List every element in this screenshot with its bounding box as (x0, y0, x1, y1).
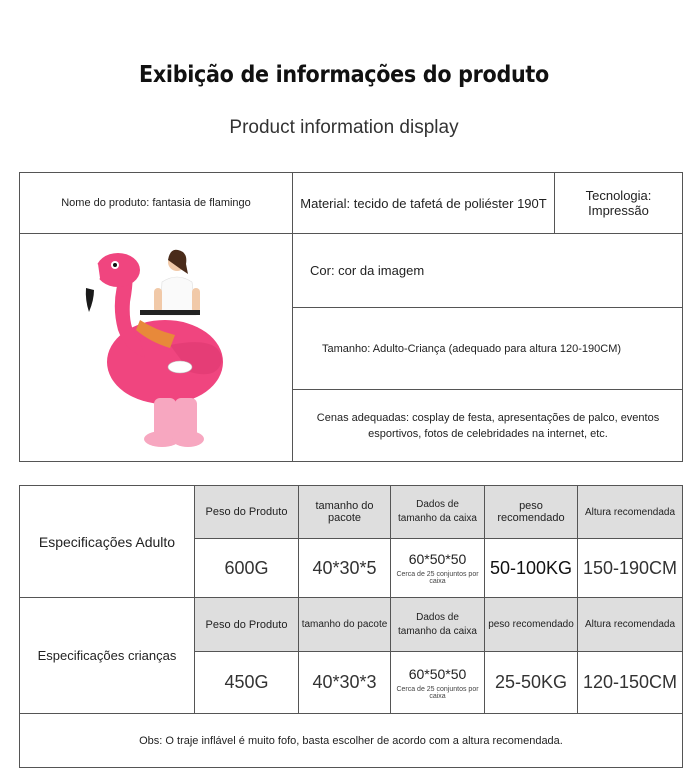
size-note: Obs: O traje inflável é muito fofo, basta escolher de acordo com a altura recomendada. (139, 734, 563, 747)
product-technology: Tecnologia: Impressão (585, 188, 652, 218)
column-product-weight: Peso do Produto (205, 506, 288, 518)
column-recommended-height: Altura recomendada (584, 506, 676, 518)
product-scenes: Cenas adequadas: cosplay de festa, apresentações de palco, eventos esportivos, fotos de celebridades na internet, etc. (316, 411, 660, 440)
adult-specs-label: Especificações Adulto (38, 533, 176, 550)
product-name: Nome do produto: fantasia de flamingo (61, 197, 251, 209)
child-recommended-height: 120-150CM (582, 672, 678, 692)
child-package: 40*30*3 (312, 672, 377, 692)
child-box-size: 60*50*50 (408, 665, 467, 682)
column-recommended-weight: peso recomendado (497, 500, 565, 524)
adult-box-size: 60*50*50 (408, 551, 467, 567)
column-package-size: tamanho do pacote (315, 500, 374, 524)
column-product-weight: Peso do Produto (205, 618, 288, 631)
adult-recommended-height: 150-190CM (582, 557, 678, 578)
adult-package: 40*30*5 (312, 557, 377, 578)
product-color: Cor: cor da imagem (310, 263, 425, 278)
column-recommended-height: Altura recomendada (584, 619, 676, 630)
page-subtitle: Product information display (229, 117, 459, 138)
page-title: Exibição de informações do produto (139, 62, 549, 88)
adult-box-note: Cerca de 25 conjuntos por caixa (396, 571, 479, 585)
flamingo-costume-image (70, 240, 245, 455)
child-box (391, 652, 484, 713)
column-box-size: Dados de tamanho da caixa (398, 611, 477, 637)
column-box-size: Dados de tamanho da caixa (398, 499, 477, 524)
product-material: Material: tecido de tafetá de poliéster 190T (300, 195, 547, 211)
adult-weight: 600G (224, 557, 269, 578)
column-package-size: tamanho do pacote (301, 619, 388, 630)
child-weight: 450G (224, 672, 269, 692)
column-recommended-weight: peso recomendado (488, 619, 574, 630)
child-recommended-weight: 25-50KG (494, 672, 568, 692)
product-size: Tamanho: Adulto-Criança (adequado para altura 120-190CM) (322, 342, 622, 355)
child-specs-label: Especificações crianças (37, 648, 177, 663)
adult-recommended-weight: 50-100KG (489, 557, 573, 578)
adult-box (391, 539, 484, 597)
child-box-note: Cerca de 25 conjuntos por caixa (396, 685, 479, 700)
